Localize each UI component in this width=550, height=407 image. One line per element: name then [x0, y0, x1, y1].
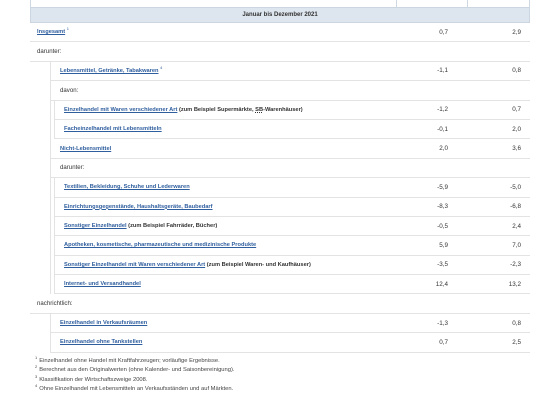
value-col-2: 2,4	[512, 222, 521, 230]
table-row-verkaufsraeume	[51, 314, 530, 333]
period-header: Januar bis Dezember 2021	[30, 7, 530, 23]
value-col-1: -1,3	[437, 319, 448, 327]
table-row-lebensmittel	[51, 62, 530, 81]
row-label	[51, 65, 396, 74]
row-note-end: -Warenhäuser)	[263, 106, 303, 113]
value-col-2: -5,0	[510, 183, 521, 191]
column-header-cell	[397, 0, 468, 7]
value-col-2: 2,9	[512, 28, 521, 36]
value-col-1: -0,5	[437, 222, 448, 230]
column-header-cell	[468, 0, 529, 7]
footnote-text: Berechnet aus den Originalwerten (ohne Kalender- und Saisonbereinigung).	[39, 367, 235, 374]
row-note: (zum Beispiel Supermärkte,	[178, 106, 256, 113]
link-sonstiger-einzelhandel-waren[interactable]: Sonstiger Einzelhandel mit Waren verschiedener Art	[64, 261, 206, 268]
row-label	[55, 184, 396, 190]
table-row-davon	[51, 81, 530, 100]
link-apotheken[interactable]: Apotheken, kosmetische, pharmazeutische und medizinische Produkte	[64, 242, 257, 249]
footnote-text: Ohne Einzelhandel mit Lebensmitteln an Verkaufsständen und auf Märkten.	[39, 386, 234, 393]
value-col-1: 12,4	[435, 280, 448, 288]
footnote	[35, 373, 515, 385]
footnote-mark: 1	[35, 355, 38, 361]
row-label	[55, 126, 396, 132]
value-col-1: 0,7	[439, 338, 448, 346]
value-col-2: 0,7	[512, 106, 521, 114]
value-col-1: -1,2	[437, 106, 448, 114]
row-label	[51, 320, 396, 326]
row-label	[30, 26, 396, 36]
table-row-insgesamt	[30, 23, 530, 42]
footnote	[35, 357, 515, 366]
nested-subgroup	[54, 178, 530, 294]
table-row-sonstiger-einzelhandel	[55, 217, 530, 236]
row-label	[55, 107, 396, 113]
table-row-darunter	[51, 159, 530, 178]
table-row-apotheken	[55, 236, 530, 255]
group-caption: darunter:	[60, 164, 85, 172]
footnote	[35, 385, 515, 394]
footnote-ref[interactable]: 4	[160, 65, 163, 71]
value-col-2: 2,0	[512, 125, 521, 133]
group-caption: davon:	[60, 86, 79, 94]
value-col-1: 2,0	[439, 145, 448, 153]
value-col-2: 2,5	[512, 338, 521, 346]
footnotes	[35, 357, 515, 395]
group-caption: nachrichtlich:	[37, 300, 73, 308]
value-col-2: 7,0	[512, 241, 521, 249]
row-label	[51, 339, 396, 345]
link-textilien[interactable]: Textilien, Bekleidung, Schuhe und Lederwaren	[64, 184, 190, 191]
link-einrichtungsgegenstaende[interactable]: Einrichtungsgegenstände, Haushaltsgeräte, Baubedarf	[64, 203, 213, 210]
link-nicht-lebensmittel[interactable]: Nicht-Lebensmittel	[60, 145, 112, 152]
row-note: (zum Beispiel Fahrräder, Bücher)	[128, 223, 218, 230]
table-row-facheinzelhandel	[55, 120, 530, 139]
footnote-mark: 4	[35, 383, 38, 389]
link-einzelhandel-waren-verschiedener-art[interactable]: Einzelhandel mit Waren verschiedener Art	[64, 106, 178, 113]
footnote	[35, 366, 515, 375]
value-col-1: -1,1	[437, 67, 448, 75]
table-row-internet	[55, 275, 530, 294]
value-col-2: -6,8	[510, 203, 521, 211]
value-col-2: 3,6	[512, 145, 521, 153]
link-ohne-tankstellen[interactable]: Einzelhandel ohne Tankstellen	[60, 339, 143, 346]
table-row-kaufhaeuser	[55, 256, 530, 275]
row-label	[30, 300, 530, 307]
value-col-2: 13,2	[508, 280, 521, 288]
table-row-darunter	[30, 42, 530, 61]
table-row-textilien	[55, 178, 530, 197]
row-label	[55, 204, 396, 210]
row-label	[55, 242, 396, 248]
table-row-nicht-lebensmittel	[51, 139, 530, 158]
abbreviation: SB	[255, 106, 264, 113]
footnote-ref[interactable]: 1	[66, 26, 69, 32]
footnote-text: Klassifikation der Wirtschaftszweige 2008.	[39, 376, 148, 383]
group-caption: darunter:	[37, 48, 62, 56]
column-header-row-partial	[30, 0, 530, 7]
row-label	[55, 281, 396, 287]
value-col-1: -5,9	[437, 183, 448, 191]
value-col-1: 0,7	[439, 28, 448, 36]
footnote-mark: 2	[35, 364, 38, 370]
value-col-1: -8,3	[437, 203, 448, 211]
link-internet-versandhandel[interactable]: Internet- und Versandhandel	[64, 281, 141, 288]
nested-group	[50, 314, 530, 353]
table-row-ohne-tankstellen	[51, 333, 530, 352]
table-row-einrichtung	[55, 198, 530, 217]
table-row-nachrichtlich	[30, 294, 530, 313]
link-insgesamt[interactable]: Insgesamt	[37, 29, 66, 36]
row-label	[30, 48, 530, 55]
nested-group	[50, 62, 530, 295]
row-label	[55, 223, 396, 229]
value-col-2: 0,8	[512, 67, 521, 75]
link-sonstiger-einzelhandel[interactable]: Sonstiger Einzelhandel	[64, 223, 127, 230]
nested-subgroup	[54, 101, 530, 140]
footnote-mark: 3	[35, 373, 38, 379]
link-lebensmittel[interactable]: Lebensmittel, Getränke, Tabakwaren	[60, 67, 159, 74]
footnote-text: Einzelhandel ohne Handel mit Kraftfahrzeugen; vorläufige Ergebnisse.	[39, 358, 220, 364]
value-col-2: -2,3	[510, 261, 521, 269]
value-col-1: -3,5	[437, 261, 448, 269]
value-col-1: -0,1	[437, 125, 448, 133]
row-note: (zum Beispiel Waren- und Kaufhäuser)	[206, 261, 311, 268]
row-label	[51, 146, 396, 152]
row-label	[51, 87, 530, 94]
link-verkaufsraeume[interactable]: Einzelhandel in Verkaufsräumen	[60, 320, 148, 327]
link-facheinzelhandel[interactable]: Facheinzelhandel mit Lebensmitteln	[64, 126, 162, 133]
value-col-2: 0,8	[512, 319, 521, 327]
row-label	[51, 164, 530, 171]
retail-table	[30, 23, 530, 353]
row-label	[55, 262, 396, 268]
column-header-cell	[31, 0, 397, 7]
value-col-1: 5,9	[439, 241, 448, 249]
table-row-warenhaeuser	[55, 101, 530, 120]
